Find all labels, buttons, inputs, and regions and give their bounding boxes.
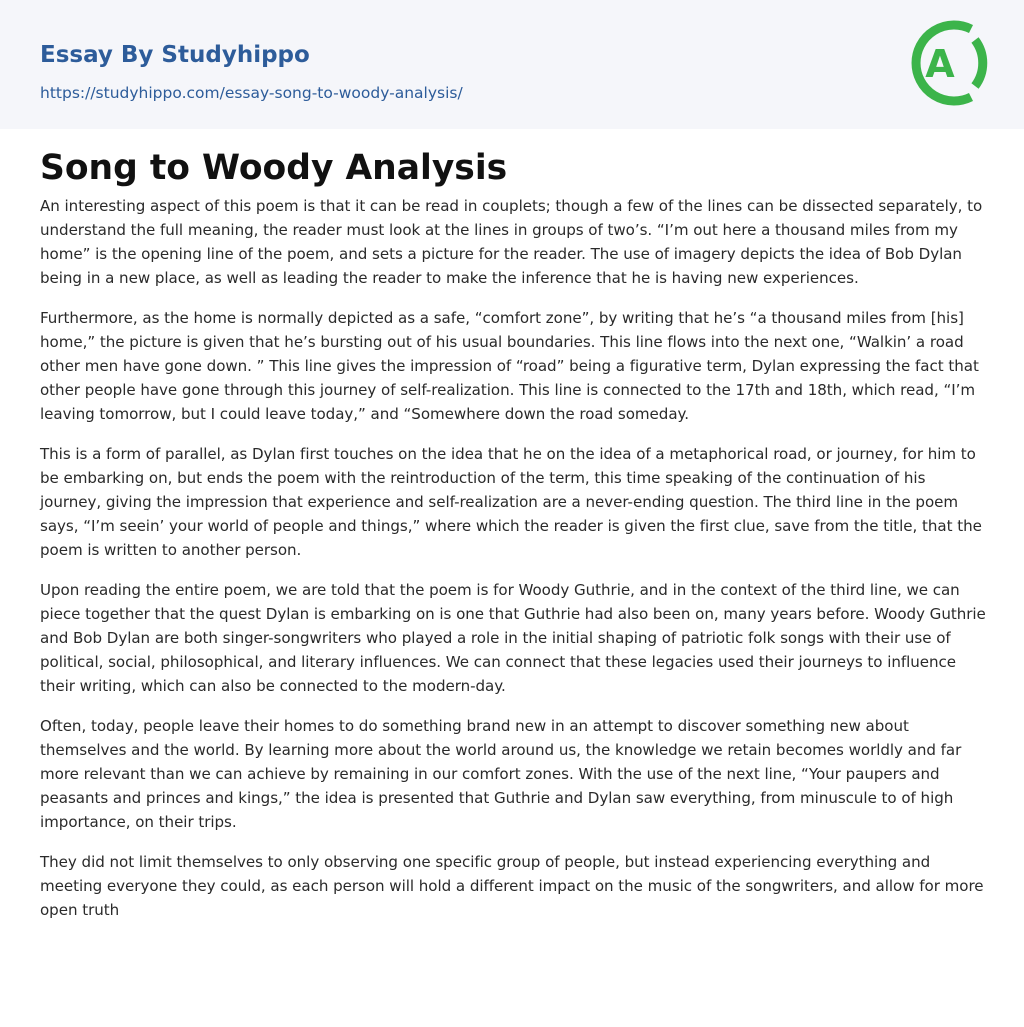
paragraph: An interesting aspect of this poem is that it can be read in couplets; though a few of the lines can be dissected separately, to understand the full meaning, the reader must look at the lines in groups of two’s. “I’m out here a thousand miles from my home” is the opening line of the poem, and sets a picture for the reader. The use of imagery depicts the idea of Bob Dylan being in a new place, as well as leading the reader to make the inference that he is having new experiences. (40, 197, 983, 287)
logo-letter: A (925, 42, 955, 86)
page-title: Song to Woody Analysis (40, 148, 508, 188)
paragraph: This is a form of parallel, as Dylan first touches on the idea that he on the idea of a metaphorical road, or journey, for him to be embarking on, but ends the poem with the reintroduction of the term, this time speaking of the continuation of his journey, giving the impression that experience and self-realization are a never-ending question. The third line in the poem says, “I’m seein’ your world of people and things,” where which the reader is given the first clue, save from the title, that the poem is written to another person. (40, 445, 982, 559)
paragraph: They did not limit themselves to only observing one specific group of people, but instead experiencing everything and meeting everyone they could, as each person will hold a different impact on the music of the songwriters, and allow for more open truth (40, 853, 984, 919)
paragraph: Upon reading the entire poem, we are told that the poem is for Woody Guthrie, and in the context of the third line, we can piece together that the quest Dylan is embarking on is one that Guthrie had also been on, many years before. Woody Guthrie and Bob Dylan are both singer-songwriters who played a role in the initial shaping of patriotic folk songs with their use of political, social, philosophical, and literary influences. We can connect that these legacies used their journeys to influence their writing, which can also be connected to the modern-day. (40, 581, 986, 695)
paragraph: Often, today, people leave their homes to do something brand new in an attempt to discover something new about themselves and the world. By learning more about the world around us, the knowledge we retain becomes worldly and far more relevant than we can achieve by remaining in our comfort zones. With the use of the next line, “Your paupers and peasants and princes and kings,” the idea is presented that Guthrie and Dylan saw everything, from minuscule to of high importance, on their trips. (40, 717, 962, 831)
page-url-link[interactable]: https://studyhippo.com/essay-song-to-woody-analysis/ (40, 84, 463, 102)
studyhippo-logo-icon[interactable] (909, 18, 991, 108)
site-brand[interactable]: Essay By Studyhippo (40, 42, 310, 68)
paragraph: Furthermore, as the home is normally depicted as a safe, “comfort zone”, by writing that he’s “a thousand miles from [his] home,” the picture is given that he’s bursting out of his usual boundaries. This line flows into the next one, “Walkin’ a road other men have gone down. ” This line gives the impression of “road” being a figurative term, Dylan expressing the fact that other people have gone through this journey of self-realization. This line is connected to the 17th and 18th, which read, “I’m leaving tomorrow, but I could leave today,” and “Somewhere down the road someday. (40, 309, 979, 423)
article-body (40, 194, 986, 938)
